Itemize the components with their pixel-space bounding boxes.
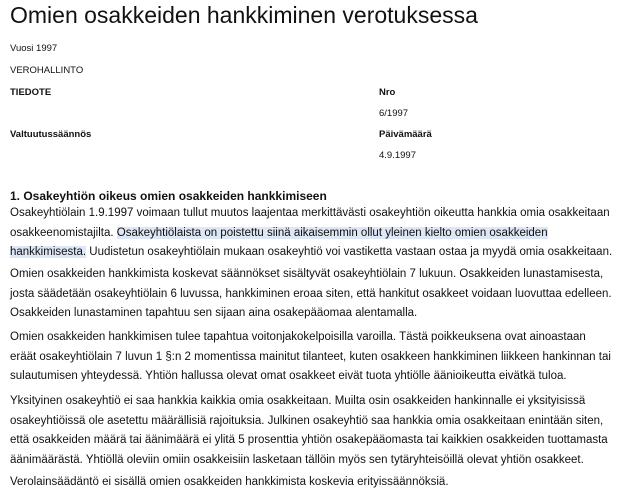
paragraph-line: Yksityinen osakeyhtiö ei saa hankkia kaikkia omia osakkeitaan. Muilta osin osakkeiden hankinnalle ei yksityisissä — [10, 395, 586, 407]
paragraph-1 — [10, 204, 634, 263]
paragraph-4 — [10, 392, 634, 470]
paragraph-line: eräät osakeyhtiölain 7 luvun 1 §:n 2 momentissa mainitut tilanteet, kuten osakkeen hankkiminen liikkeen hankinnan tai — [10, 350, 611, 363]
category-label: Valtuutussäännös — [10, 129, 92, 140]
highlighted-text[interactable]: hankkimisesta. — [10, 246, 87, 258]
year-text: Vuosi 1997 — [10, 43, 58, 54]
paragraph-line: äänimäärästä. Yhtiöllä oleviin omiin osakkeisiin lasketaan tällöin myös sen tytäryhteisöillä olevat yhtiön osakkeet. — [10, 453, 584, 466]
section-heading: 1. Osakeyhtiön oikeus omien osakkeiden hankkimiseen — [10, 189, 327, 203]
paragraph-line: Omien osakkeiden hankkimista koskevat säännökset sisältyvät osakeyhtiölain 7 lukuun. Osakkeiden lunastamisesta, — [10, 268, 604, 280]
paragraph-line: että osakkeiden määrä tai äänimäärä ei ylitä 5 prosenttia yhtiön osakepääomasta tai kaikkien osakkeiden tuottamasta — [10, 434, 608, 446]
paragraph-2 — [10, 265, 634, 324]
paragraph-line: sulautumisen yhteydessä. Yhtiön hallussa olevat omat osakkeet eivät tuota yhtiölle äänioikeutta eivätkä tuloa. — [10, 370, 567, 382]
paragraph-line: Verolainsäädäntö ei sisällä omien osakkeiden hankkimista koskevia erityissäännöksiä. — [10, 476, 449, 488]
date-label: Päivämäärä — [379, 129, 432, 140]
number-value: 6/1997 — [379, 108, 409, 119]
paragraph-text: osakkeenomistajilta. — [10, 226, 117, 239]
highlighted-text[interactable]: Osakeyhtiölaista on poistettu siinä aikaisemmin ollut yleinen kielto omien osakkeiden — [116, 226, 548, 239]
paragraph-5 — [10, 473, 634, 493]
date-value: 4.9.1997 — [379, 150, 416, 161]
document-type-label: TIEDOTE — [10, 87, 52, 98]
paragraph-line: josta säädetään osakeyhtiölain 6 luvussa, hankkiminen eroaa siten, että hankitut osakkeet voidaan luovuttaa edelleen. — [10, 287, 612, 300]
paragraph-line — [10, 243, 634, 263]
page-title: Omien osakkeiden hankkiminen verotuksessa — [10, 2, 478, 28]
paragraph-line: Osakkeiden lunastaminen tapahtuu sen sijaan aina osakepääomaa alentamalla. — [10, 307, 418, 319]
paragraph-line: osakeyhtiöissä ole asetettu määrällisiä rajoituksia. Julkinen osakeyhtiö saa hankkia omia osakkeitaan enintään siten, — [10, 414, 604, 427]
paragraph-text: Uudistetun osakeyhtiölain mukaan osakeyhtiö voi vastiketta vastaan ostaa ja myydä omia osakkeitaan. — [86, 246, 613, 258]
paragraph-line — [10, 224, 634, 244]
paragraph-line: Omien osakkeiden hankkimisen tulee tapahtua voitonjakokelpoisilla varoilla. Tästä poikkeuksena ovat ainoastaan — [10, 331, 586, 343]
number-label: Nro — [379, 87, 396, 98]
authority-text: VEROHALLINTO — [10, 65, 84, 76]
paragraph-3 — [10, 328, 634, 387]
paragraph-line: Osakeyhtiölain 1.9.1997 voimaan tullut muutos laajentaa merkittävästi osakeyhtiön oikeutta hankkia omia osakkeitaan — [10, 207, 610, 219]
